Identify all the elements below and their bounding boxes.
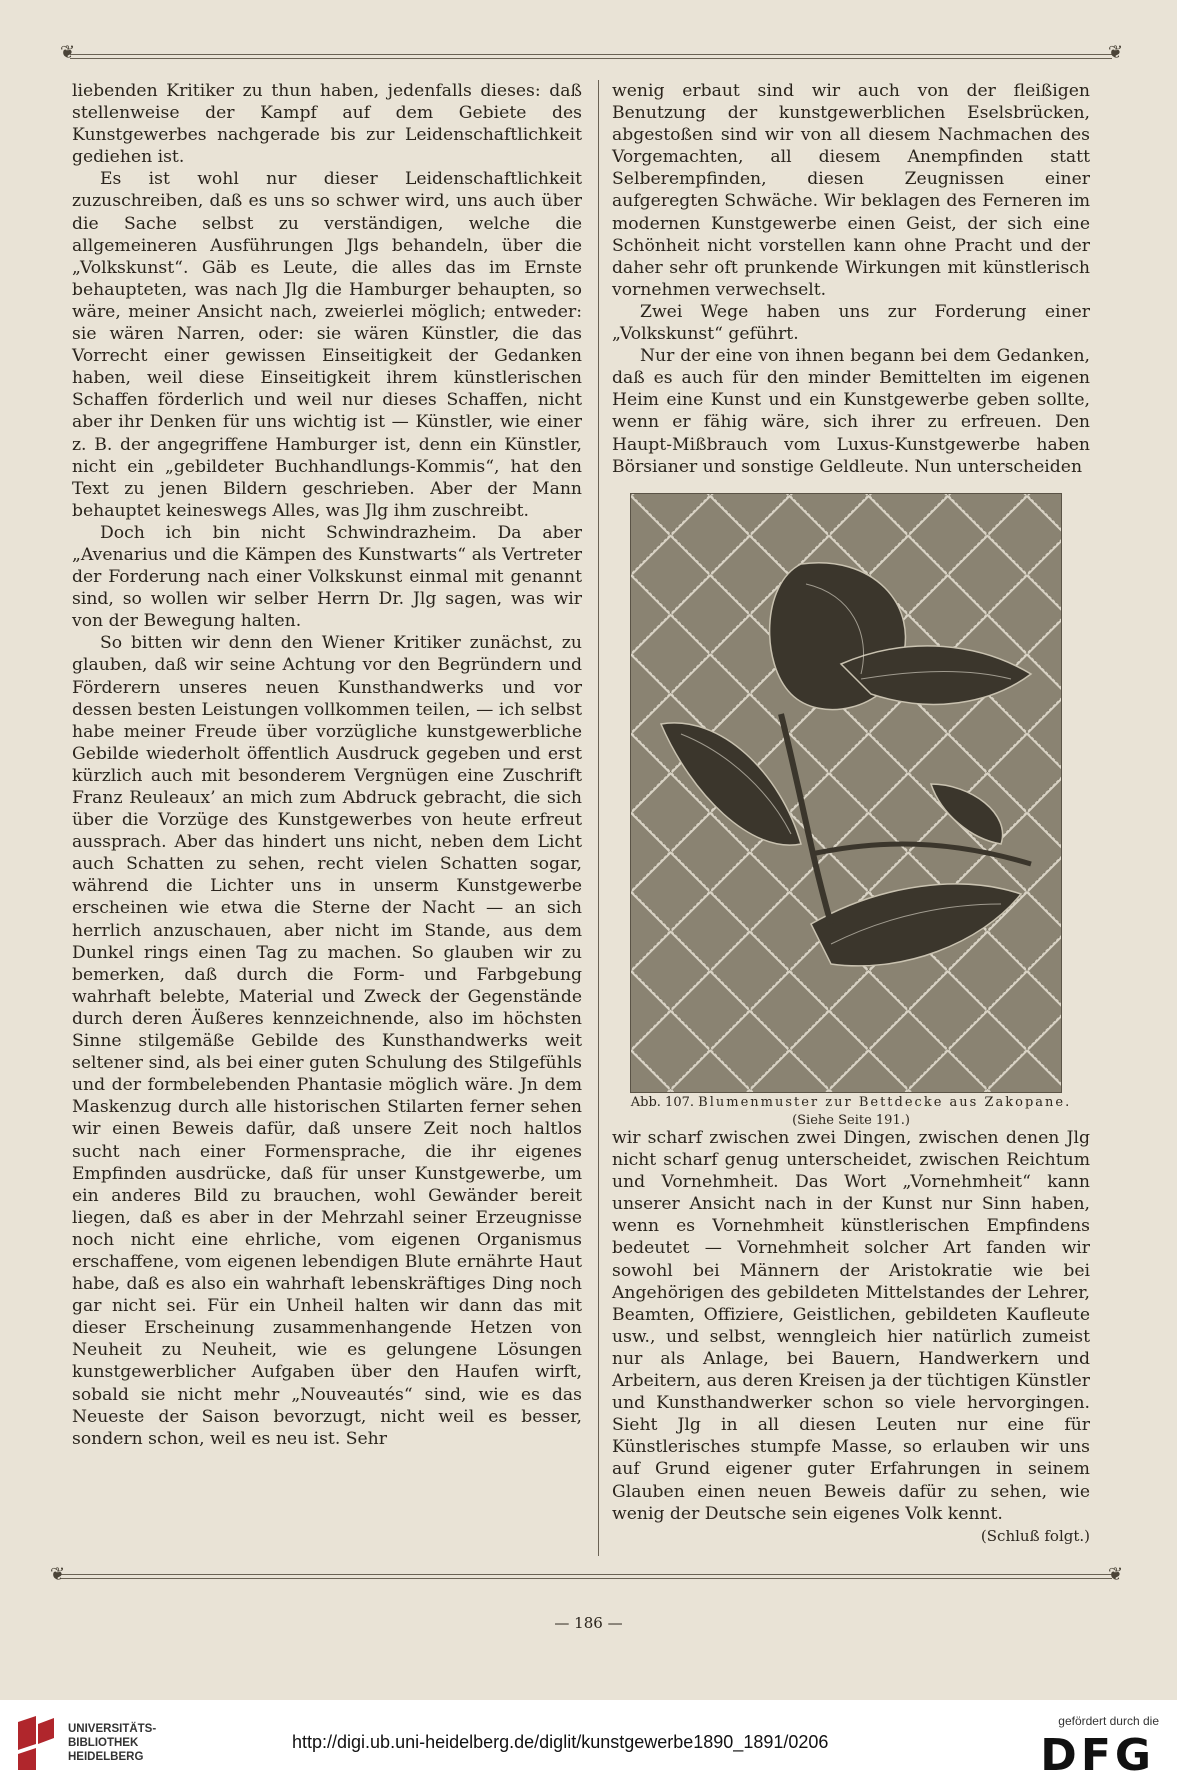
paragraph: wenig erbaut sind wir auch von der fleißigen Benutzung der kunstgewerblichen Eselsbrücken, abgestoßen sind wir von all diesem Nachmachen des Vorgemachten, all diesem Anempfinden statt Selberempfinden, diesen Zeugnissen einer aufgeregten Schwäche. Wir beklagen des Ferneren im modernen Kunstgewerbe einen Geist, der sich eine Schönheit nicht vorstellen kann ohne Pracht und der daher sehr oft prunkende Wirkungen mit künstlerisch vornehmen verwechselt.: [612, 81, 1090, 300]
left-text-column: [72, 80, 582, 1450]
institution-line: BIBLIOTHEK: [68, 1737, 139, 1749]
frame-bottom-rule: [60, 1574, 1112, 1575]
institution-line: HEIDELBERG: [68, 1751, 144, 1763]
paragraph-text: wir scharf zwischen zwei Dingen, zwischen denen Jlg nicht scharf genug unterscheidet, zwischen Reichtum und Vornehmheit. Das Wort „Vornehmheit“ kann unserer Ansicht nach in der Kunst nur Sinn haben, wenn es Vornehmheit künstlerischen Empfindens bedeutet — Vornehmheit solcher Art fanden wir sowohl bei Männern der Aristokratie wie bei Angehörigen des gebildeten Mittelstandes der Lehrer, Beamten, Offiziere, Geistlichen, gebildeten Kaufleute usw., und selbst, wenngleich hier natürlich zumeist nur als Anlage, bei Bauern, Handwerkern und Arbeitern, aus deren Kreisen ja der tüchtigen Künstler und Kunsthandwerker schon so viele hervorgingen. Sieht Jlg in all diesen Leuten nur eine für Künstlerisches stumpfe Masse, so erlauben wir uns auf Grund eigener guter Erfahrungen in seinem Glauben einen neuen Beweis dafür zu sehen, wie wenig der Deutsche sein eigenes Volk kennt.: [612, 1128, 1090, 1524]
funding-note: gefördert durch die: [1058, 1714, 1159, 1728]
frame-ornament-bottom-right-icon: ❦: [1108, 1564, 1124, 1585]
paragraph: Es ist wohl nur dieser Leidenschaftlichkeit zuzuschreiben, daß es uns so schwer wird, uns auch über die Sache selbst zu verständigen, welche die allgemeineren Ausführungen Jlgs behandeln, über die „Volkskunst“. Gäb es Leute, die alles das im Ernste behaupteten, was nach Jlg die Hamburger behaupten, so wäre, meiner Ansicht nach, zweierlei möglich; entweder: sie wären Narren, oder: sie wären Künstler, die das Vorrecht einer gewissen Einseitigkeit der Gedanken haben, weil diese Einseitigkeit ihrem künstlerischen Schaffen förderlich und weil nur dieses Schaffen, nicht aber ihr Denken für uns wichtig ist — Künstler, wie einer z. B. der angegriffene Hamburger ist, denn ein Künstler, nicht ein „gebildeter Buchhandlungs-Kommis“, hat den Text zu jenen Bildern geschrieben. Aber der Mann behauptet keineswegs Alles, was Jlg ihm zuschreibt.: [72, 169, 582, 521]
lace-pattern-drawing: [631, 494, 1061, 1092]
institution-line: UNIVERSITÄTS-: [68, 1723, 157, 1735]
institution-name: [68, 1722, 156, 1764]
column-divider: [598, 80, 599, 1556]
frame-top-rule-inner: [70, 58, 1112, 59]
frame-ornament-top-left-icon: ❦: [60, 42, 76, 63]
frame-bottom-rule-inner: [60, 1578, 1112, 1579]
dfg-logo: DFG: [1040, 1730, 1155, 1781]
paragraph: [612, 1127, 1090, 1545]
frame-top-rule: [70, 54, 1112, 55]
source-url-link[interactable]: http://digi.ub.uni-heidelberg.de/diglit/kunstgewerbe1890_1891/0206: [292, 1732, 829, 1752]
page-number: — 186 —: [554, 1614, 623, 1632]
right-text-column-top: [612, 80, 1090, 478]
paragraph: Zwei Wege haben uns zur Forderung einer „Volkskunst“ geführt.: [612, 301, 1090, 345]
paragraph: Nur der eine von ihnen begann bei dem Gedanken, daß es auch für den minder Bemittelten im eigenen Heim eine Kunst und ein Kunstgewerbe geben sollte, wenn er fähig wäre, sich ihrer zu erfreuen. Den Haupt-Mißbrauch vom Luxus-Kunstgewerbe haben Börsianer und sonstige Geldleute. Nun unterscheiden: [612, 346, 1090, 477]
right-text-column-bottom: [612, 1127, 1090, 1547]
figure-label: Abb. 107.: [630, 1095, 695, 1110]
lace-flower-illustration: [630, 493, 1062, 1093]
paragraph: liebenden Kritiker zu thun haben, jedenfalls dieses: daß stellenweise der Kampf auf dem Gebiete des Kunstgewerbes nachgerade bis zur Leidenschaftlichkeit gediehen ist.: [72, 81, 582, 168]
figure-title: Blumenmuster zur Bettdecke aus Zakopane.: [698, 1095, 1072, 1110]
frame-ornament-bottom-left-icon: ❦: [50, 1564, 66, 1585]
digitization-footer: [0, 1700, 1177, 1786]
paragraph: Doch ich bin nicht Schwindrazheim. Da aber „Avenarius und die Kämpen des Kunstwarts“ als Vertreter der Forderung nach einer Volkskunst einmal mit genannt sind, so wollen wir selber Herrn Dr. Jlg sagen, was wir von der Bewegung halten.: [72, 522, 582, 632]
paragraph: So bitten wir denn den Wiener Kritiker zunächst, zu glauben, daß wir seine Achtung vor den Begründern und Förderern unseres neuen Kunsthandwerks und vor dessen besten Leistungen vollkommen teilen, — ich selbst habe meiner Freude über vorzügliche kunstgewerbliche Gebilde wiederholt öffentlich Ausdruck gegeben und erst kürzlich auch mit besonderem Vergnügen eine Zuschrift Franz Reuleaux’ an mich zum Abdruck gebracht, die sich über die Vorzüge des Kunstgewerbes von heute erfreut aussprach. Aber das hindert uns nicht, neben dem Licht auch Schatten zu sehen, recht vielen Schatten sogar, während die Lichter uns in unserm Kunstgewerbe erscheinen wie etwa die Sterne der Nacht — an sich herrlich anzuschauen, aber nicht im Stande, aus dem Dunkel rings einen Tag zu machen. So glauben wir zu bemerken, daß durch die Form- und Farbgebung wahrhaft belebte, Material und Zweck der Gegenstände durch deren Äußeres kennzeichnende, also im höchsten Sinne stilgemäße Gebilde des Kunsthandwerks weit seltener sind, als bei einer guten Schulung des Stilgefühls und der formbelebenden Phantasie möglich wäre. Jn dem Maskenzug durch alle historischen Stilarten ferner sehen wir einen Beweis dafür, daß unsere Zeit noch haltlos sucht nach einer Formensprache, die ihr eigenes Empfinden ausdrücke, daß für unser Kunstgewerbe, um ein anderes Bild zu brauchen, wohl Gewänder bereit liegen, daß es aber in der Mehrzahl seiner Erzeugnisse noch nicht eine ehrliche, vom eigenen Organismus erschaffene, vom eigenen lebendigen Blute ernährte Haut habe, daß es also ein wahrhaft lebenskräftiges Ding noch gar nicht sei. Für ein Unheil halten wir dann das mit dieser Erscheinung zusammenhangende Hetzen von Neuheit zu Neuheit, wie es gelungene Lösungen kunstgewerblicher Aufgaben über den Haufen wirft, sobald sie nicht mehr „Nouveautés“ sind, wie es das Neueste der Saison bevorzugt, nicht weil es besser, sondern schon, weil es neu ist. Sehr: [72, 633, 582, 1449]
continuation-note: (Schluß folgt.): [980, 1526, 1090, 1545]
figure-reference: (Siehe Seite 191.): [792, 1113, 910, 1128]
frame-ornament-top-right-icon: ❦: [1108, 42, 1124, 63]
university-library-logo-icon: [14, 1714, 58, 1772]
figure-caption: [612, 1094, 1090, 1130]
